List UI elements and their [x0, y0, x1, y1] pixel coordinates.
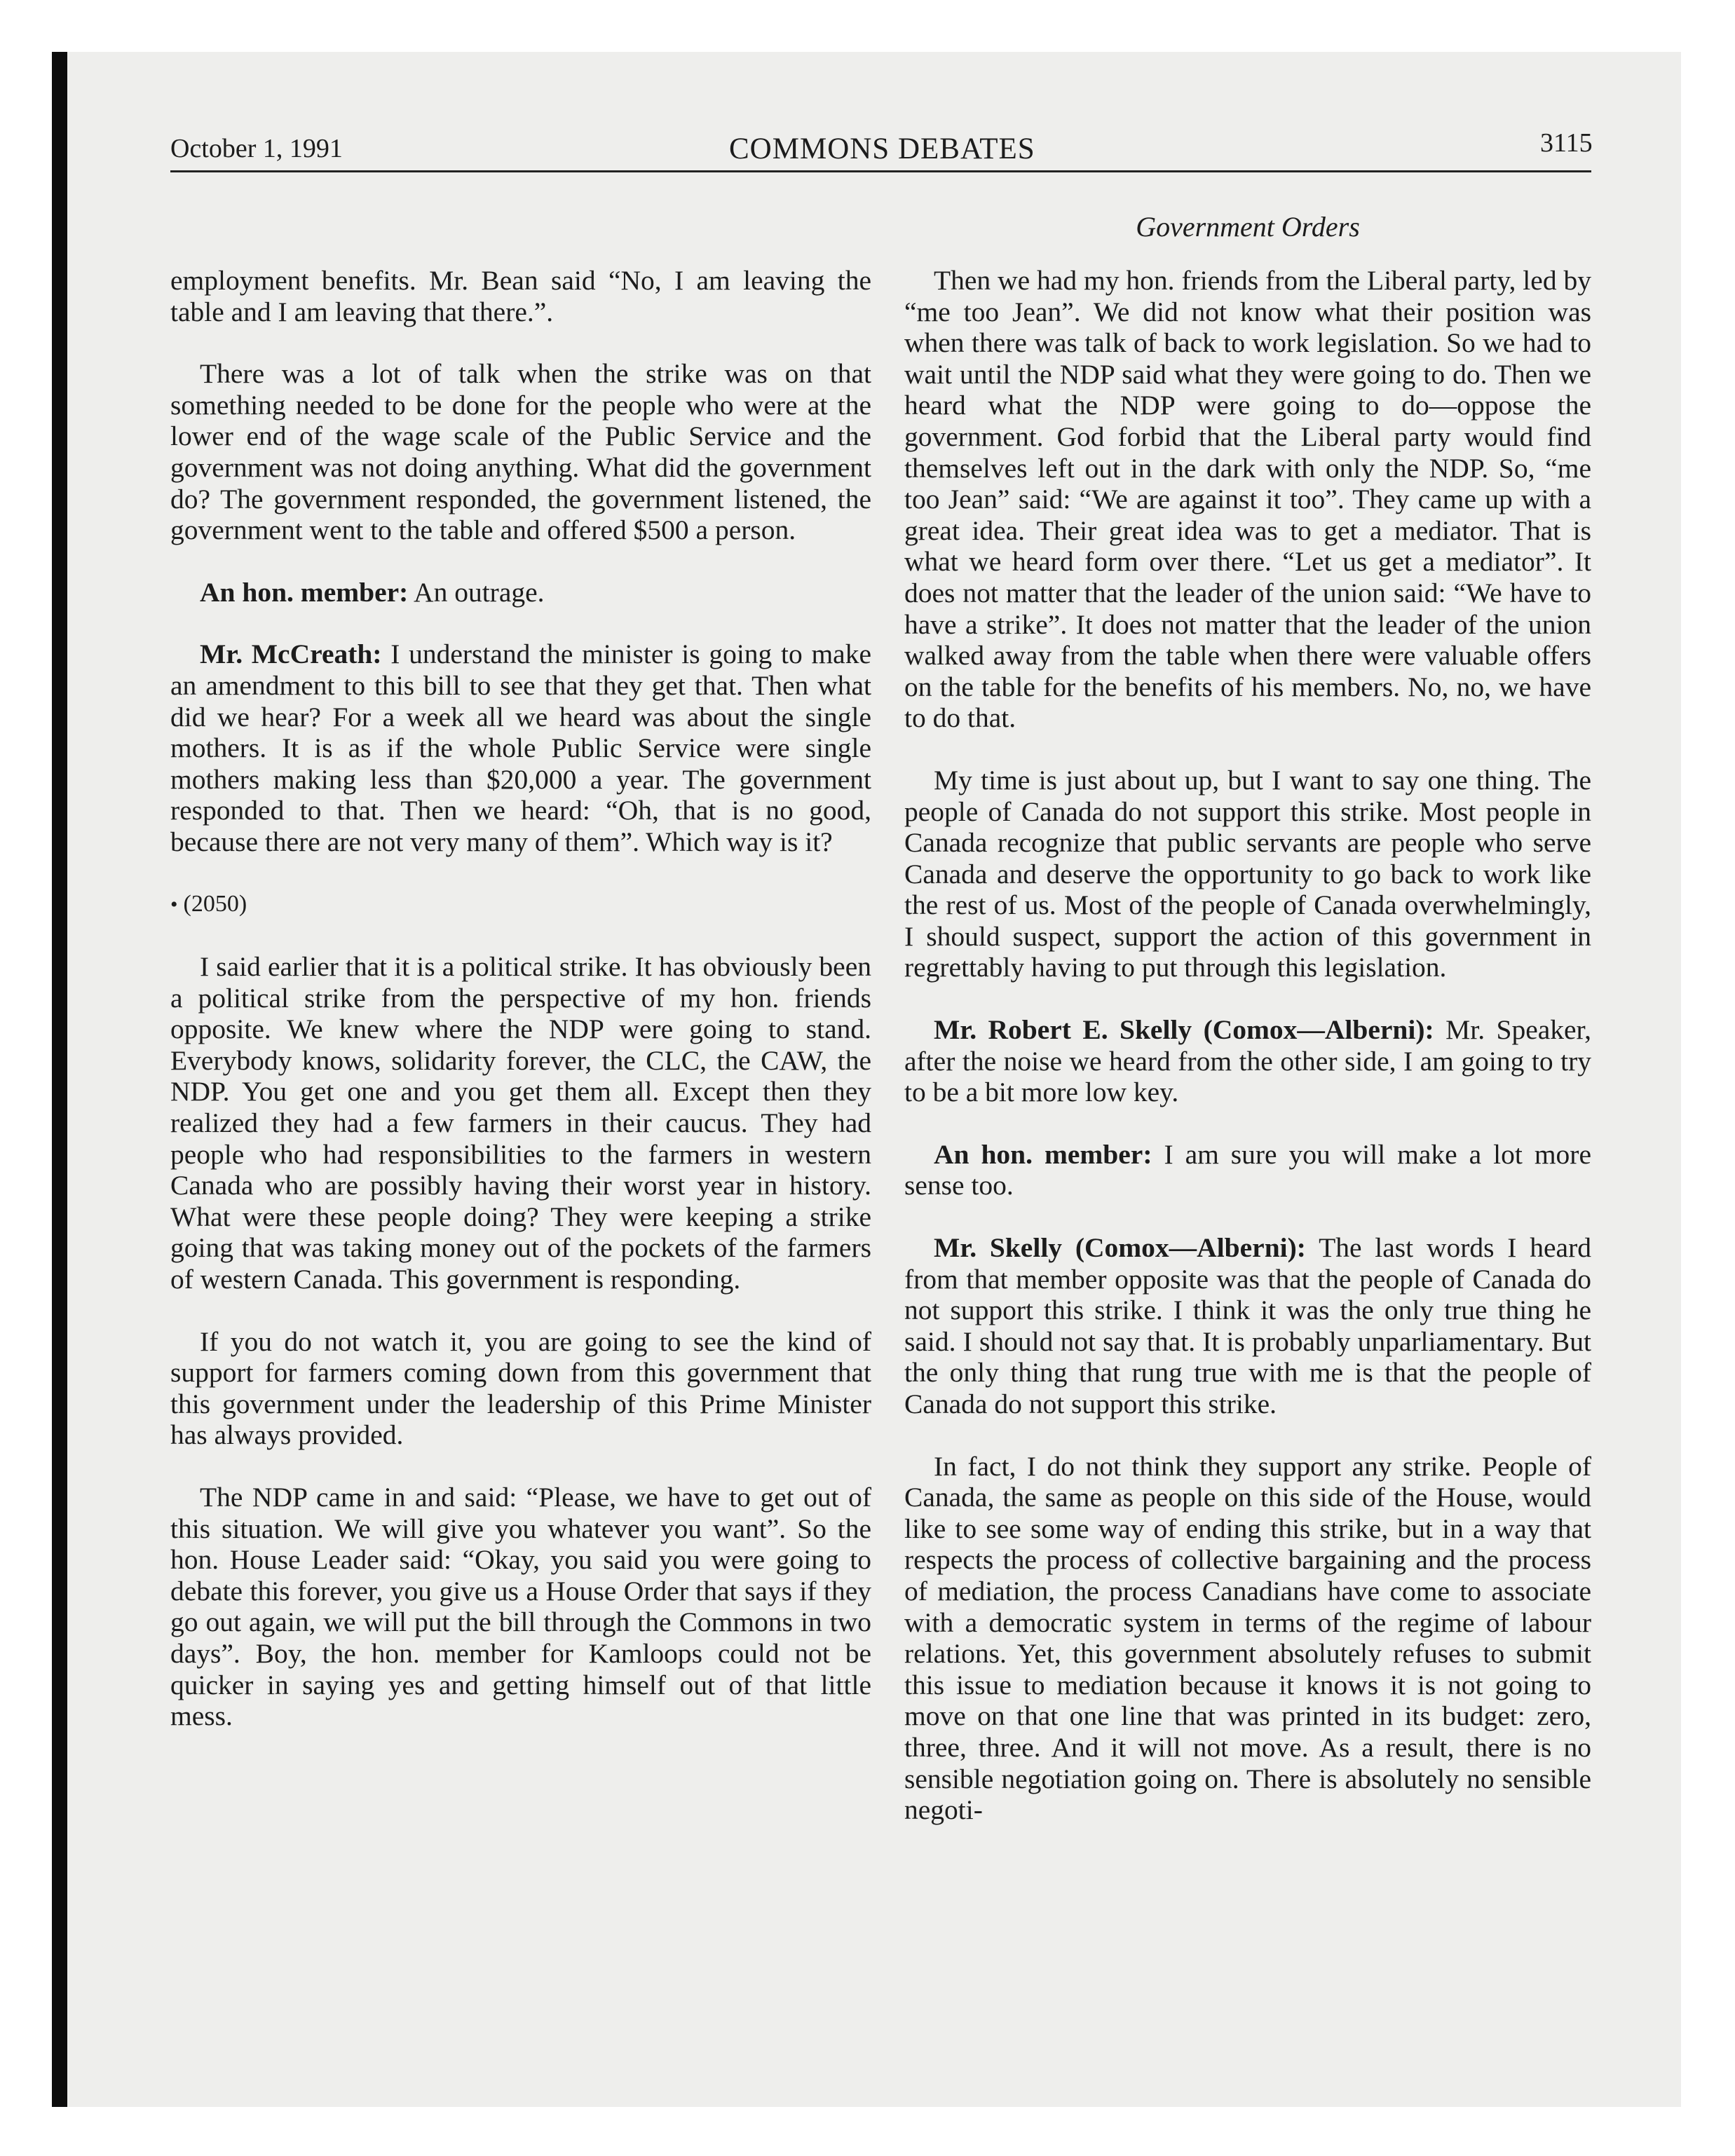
paragraph: Then we had my hon. friends from the Liberal party, led by “me too Jean”. We did not know what their position was when there was talk of back to work legislation. So we had to wait until the NDP said what they were going to do. Then we heard what the NDP were going to do—oppose the government. God forbid that the Liberal party would find themselves left out in the dark with only the NDP. So, “me too Jean” said: “We are against it too”. They came up with a great idea. Their great idea was to get a mediator. That is what we heard form over there. “Let us get a mediator”. It does not matter that the leader of the union said: “We have to have a strike”. It does not matter that the leader of the union walked away from the table when there were valuable offers on the table for the benefits of his members. No, no, we have to do that. [904, 265, 1591, 734]
speaker-name: Mr. Robert E. Skelly (Comox—Alberni): [934, 1014, 1434, 1046]
speech-paragraph [170, 577, 871, 608]
section-heading: Government Orders [1136, 211, 1360, 243]
binding-edge [52, 52, 67, 2107]
header-date: October 1, 1991 [170, 134, 343, 163]
speaker-name: An hon. member: [200, 576, 409, 608]
speaker-name: An hon. member: [934, 1138, 1152, 1170]
speech-text: I am sure you will make a lot more sense too. [904, 1138, 1591, 1201]
speech-text: An outrage. [408, 576, 545, 608]
paragraph: The NDP came in and said: “Please, we have to get out of this situation. We will give you whatever you want”. So the hon. House Leader said: “Okay, you said you were going to debate this forever, you give us a House Order that says if they go out again, we will put the bill through the Commons in two days”. Boy, the hon. member for Kamloops could not be quicker in saying yes and getting himself out of that little mess. [170, 1482, 871, 1732]
speaker-name: Mr. Skelly (Comox—Alberni): [934, 1232, 1306, 1264]
speech-paragraph [904, 1139, 1591, 1201]
paragraph: I said earlier that it is a political strike. It has obviously been a political strike from the perspective of my hon. friends opposite. We knew where the NDP were going to stand. Everybody knows, solidarity forever, the CLC, the CAW, the NDP. You get one and you get them all. Except then they realized they had a few farmers in their caucus. They had people who had responsibilities to the farmers in western Canada who are possibly having their worst year in history. What were these people doing? They were keeping a strike going that was taking money out of the pockets of the farmers of western Canada. This government is responding. [170, 951, 871, 1295]
bullet-icon: • [170, 892, 178, 916]
speech-paragraph [904, 1232, 1591, 1420]
speech-paragraph [170, 639, 871, 857]
right-column [904, 265, 1591, 1857]
page-number: 3115 [1540, 128, 1593, 158]
paragraph: In fact, I do not think they support any strike. People of Canada, the same as people on this side of the House, would like to see some way of ending this strike, but in a way that respects the process of collective bargaining and the process of mediation, the process Canadians have come to associate with a democratic system in terms of the regime of labour relations. Yet, this government absolutely refuses to submit this issue to mediation because it knows it is not going to move on that one line that was printed in its budget: zero, three, three. And it will not move. As a result, there is no sensible negotiation going on. There is absolutely no sensible negoti- [904, 1450, 1591, 1826]
speech-text: The last words I heard from that member opposite was that the people of Canada do not support this strike. I think it was the only true thing he said. I should not say that. It is probably unparliamentary. But the only thing that rung true with me is that the people of Canada do not support this strike. [904, 1232, 1591, 1419]
paragraph: My time is just about up, but I want to say one thing. The people of Canada do not support this strike. Most people in Canada recognize that public servants are people who serve Canada and deserve the opportunity to go back to work like the rest of us. Most of the people of Canada overwhelmingly, I should suspect, support the action of this government in regrettably having to put through this legislation. [904, 764, 1591, 983]
speech-text: I understand the minister is going to make an amendment to this bill to see that they get that. Then what did we hear? For a week all we heard was about the single mothers. It is as if the whole Public Service were single mothers making less than $20,000 a year. The government responded to that. Then we heard: “Oh, that is no good, because there are not very many of them”. Which way is it? [170, 639, 871, 857]
time-marker [170, 889, 871, 921]
header-title: COMMONS DEBATES [729, 132, 1035, 165]
header-rule [170, 170, 1591, 172]
speaker-name: Mr. McCreath: [200, 639, 382, 670]
paragraph: If you do not watch it, you are going to see the kind of support for farmers coming down from this government that this government under the leadership of this Prime Minister has always provided. [170, 1325, 871, 1451]
speech-paragraph [904, 1014, 1591, 1108]
time-marker-text: (2050) [183, 890, 247, 917]
paragraph: There was a lot of talk when the strike was on that something needed to be done for the people who were at the lower end of the wage scale of the Public Service and the government was not doing anything. What did the government do? The government responded, the government listened, the government went to the table and offered $500 a person. [170, 358, 871, 546]
speech-text: Mr. Speaker, after the noise we heard from the other side, I am going to try to be a bit more low key. [904, 1014, 1591, 1108]
paragraph: employment benefits. Mr. Bean said “No, I am leaving the table and I am leaving that there.”. [170, 265, 871, 327]
left-column [170, 265, 871, 1763]
